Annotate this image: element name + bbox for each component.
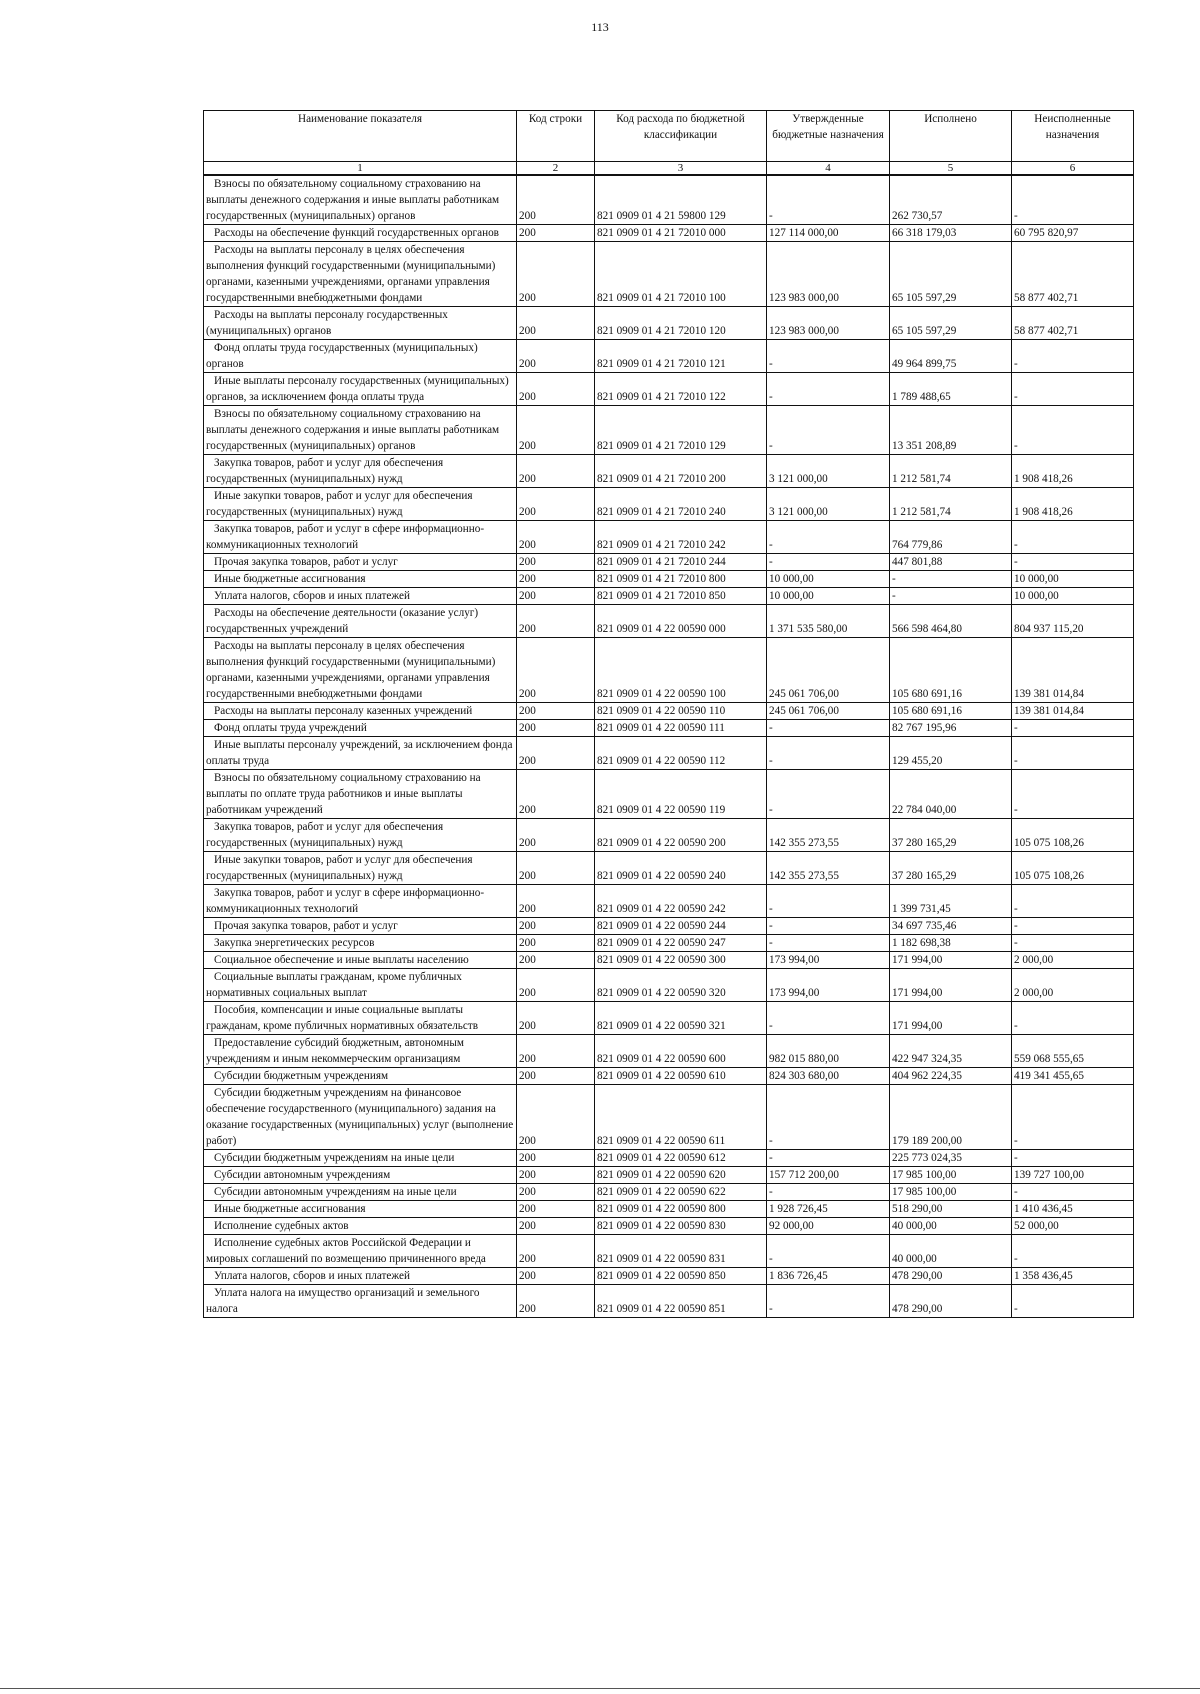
row-unexecuted: 1 908 418,26 [1012,455,1134,488]
row-executed: 171 994,00 [890,969,1012,1002]
table-row [204,1201,1134,1218]
row-unexecuted: 1 410 436,45 [1012,1201,1134,1218]
row-line-code: 200 [517,1218,595,1235]
row-approved: 824 303 680,00 [767,1068,890,1085]
row-unexecuted: - [1012,1150,1134,1167]
row-executed: 105 680 691,16 [890,703,1012,720]
row-executed: 422 947 324,35 [890,1035,1012,1068]
row-expense-code: 821 0909 01 4 22 00590 240 [595,852,767,885]
row-line-code: 200 [517,406,595,455]
row-approved: - [767,935,890,952]
row-name: Расходы на обеспечение деятельности (оказание услуг) государственных учреждений [204,605,517,638]
row-executed: 17 985 100,00 [890,1167,1012,1184]
table-row [204,935,1134,952]
row-executed: 447 801,88 [890,554,1012,571]
row-unexecuted: - [1012,935,1134,952]
table-row [204,175,1134,225]
header-unexecuted: Неисполненные назначения [1012,111,1134,162]
row-expense-code: 821 0909 01 4 21 72010 240 [595,488,767,521]
row-line-code: 200 [517,340,595,373]
row-unexecuted: - [1012,737,1134,770]
row-executed: 518 290,00 [890,1201,1012,1218]
table-row [204,638,1134,703]
row-name: Иные выплаты персоналу государственных (муниципальных) органов, за исключением фонда оплаты труда [204,373,517,406]
row-expense-code: 821 0909 01 4 22 00590 320 [595,969,767,1002]
table-row [204,1285,1134,1318]
row-line-code: 200 [517,770,595,819]
row-expense-code: 821 0909 01 4 22 00590 000 [595,605,767,638]
row-expense-code: 821 0909 01 4 22 00590 831 [595,1235,767,1268]
row-executed: 65 105 597,29 [890,307,1012,340]
row-approved: 245 061 706,00 [767,638,890,703]
row-expense-code: 821 0909 01 4 22 00590 242 [595,885,767,918]
table-row [204,225,1134,242]
row-line-code: 200 [517,737,595,770]
row-executed: 37 280 165,29 [890,852,1012,885]
row-name: Фонд оплаты труда учреждений [204,720,517,737]
row-approved: - [767,918,890,935]
row-executed: 22 784 040,00 [890,770,1012,819]
row-line-code: 200 [517,588,595,605]
row-approved: - [767,1085,890,1150]
table-row [204,703,1134,720]
row-executed: 82 767 195,96 [890,720,1012,737]
row-expense-code: 821 0909 01 4 22 00590 610 [595,1068,767,1085]
column-number: 3 [595,162,767,176]
row-line-code: 200 [517,918,595,935]
table-row [204,373,1134,406]
row-unexecuted: - [1012,554,1134,571]
row-unexecuted: - [1012,770,1134,819]
row-approved: 173 994,00 [767,969,890,1002]
row-approved: 142 355 273,55 [767,852,890,885]
table-row [204,720,1134,737]
row-name: Иные бюджетные ассигнования [204,571,517,588]
row-executed: 1 399 731,45 [890,885,1012,918]
row-line-code: 200 [517,225,595,242]
row-expense-code: 821 0909 01 4 22 00590 321 [595,1002,767,1035]
column-number: 5 [890,162,1012,176]
table-row [204,488,1134,521]
row-approved: - [767,1235,890,1268]
row-name: Субсидии бюджетным учреждениям на финансовое обеспечение государственного (муниципального) задания на оказание государственных (муниципальных) услуг (выполнение работ) [204,1085,517,1150]
row-unexecuted: - [1012,918,1134,935]
table-body [204,175,1134,1318]
row-name: Прочая закупка товаров, работ и услуг [204,918,517,935]
row-line-code: 200 [517,521,595,554]
row-approved: 142 355 273,55 [767,819,890,852]
row-line-code: 200 [517,952,595,969]
footer-divider [0,1688,1200,1689]
row-line-code: 200 [517,455,595,488]
row-executed: 129 455,20 [890,737,1012,770]
table-row [204,1218,1134,1235]
table-row [204,852,1134,885]
row-expense-code: 821 0909 01 4 21 72010 200 [595,455,767,488]
row-unexecuted: 139 381 014,84 [1012,703,1134,720]
row-approved: - [767,1184,890,1201]
row-name: Субсидии автономным учреждениям на иные цели [204,1184,517,1201]
table-row [204,1085,1134,1150]
row-name: Уплата налога на имущество организаций и земельного налога [204,1285,517,1318]
row-approved: 1 371 535 580,00 [767,605,890,638]
header-line-code: Код строки [517,111,595,162]
row-executed: 478 290,00 [890,1285,1012,1318]
row-unexecuted: 139 381 014,84 [1012,638,1134,703]
row-unexecuted: - [1012,720,1134,737]
table-row [204,1167,1134,1184]
table-row [204,737,1134,770]
row-expense-code: 821 0909 01 4 22 00590 850 [595,1268,767,1285]
row-line-code: 200 [517,554,595,571]
row-name: Расходы на выплаты персоналу казенных учреждений [204,703,517,720]
row-executed: - [890,571,1012,588]
row-unexecuted: - [1012,1002,1134,1035]
row-unexecuted: - [1012,1085,1134,1150]
row-name: Расходы на выплаты персоналу государственных (муниципальных) органов [204,307,517,340]
row-approved: 123 983 000,00 [767,242,890,307]
header-executed: Исполнено [890,111,1012,162]
row-unexecuted: - [1012,1285,1134,1318]
row-expense-code: 821 0909 01 4 22 00590 851 [595,1285,767,1318]
row-approved: - [767,554,890,571]
row-approved: 3 121 000,00 [767,488,890,521]
row-name: Закупка товаров, работ и услуг в сфере информационно-коммуникационных технологий [204,521,517,554]
table-row [204,307,1134,340]
row-executed: 105 680 691,16 [890,638,1012,703]
header-expense-code: Код расхода по бюджетной классификации [595,111,767,162]
row-name: Пособия, компенсации и иные социальные выплаты гражданам, кроме публичных нормативных обязательств [204,1002,517,1035]
row-line-code: 200 [517,1184,595,1201]
row-name: Субсидии автономным учреждениям [204,1167,517,1184]
row-expense-code: 821 0909 01 4 21 59800 129 [595,175,767,225]
row-unexecuted: 804 937 115,20 [1012,605,1134,638]
table-row [204,969,1134,1002]
row-unexecuted: 2 000,00 [1012,969,1134,1002]
table-header-row [204,111,1134,162]
row-expense-code: 821 0909 01 4 22 00590 600 [595,1035,767,1068]
row-unexecuted: 1 908 418,26 [1012,488,1134,521]
row-expense-code: 821 0909 01 4 22 00590 244 [595,918,767,935]
table-row [204,1150,1134,1167]
row-executed: 404 962 224,35 [890,1068,1012,1085]
row-expense-code: 821 0909 01 4 22 00590 200 [595,819,767,852]
row-name: Уплата налогов, сборов и иных платежей [204,1268,517,1285]
row-expense-code: 821 0909 01 4 22 00590 119 [595,770,767,819]
row-name: Исполнение судебных актов [204,1218,517,1235]
row-name: Предоставление субсидий бюджетным, автономным учреждениям и иным некоммерческим организациям [204,1035,517,1068]
row-name: Закупка товаров, работ и услуг для обеспечения государственных (муниципальных) нужд [204,819,517,852]
row-line-code: 200 [517,1002,595,1035]
row-expense-code: 821 0909 01 4 21 72010 100 [595,242,767,307]
row-expense-code: 821 0909 01 4 21 72010 850 [595,588,767,605]
row-line-code: 200 [517,571,595,588]
row-approved: 173 994,00 [767,952,890,969]
row-approved: - [767,1150,890,1167]
row-unexecuted: 1 358 436,45 [1012,1268,1134,1285]
row-approved: 157 712 200,00 [767,1167,890,1184]
row-name: Субсидии бюджетным учреждениям на иные цели [204,1150,517,1167]
table-row [204,340,1134,373]
row-line-code: 200 [517,1201,595,1218]
row-name: Субсидии бюджетным учреждениям [204,1068,517,1085]
row-expense-code: 821 0909 01 4 22 00590 110 [595,703,767,720]
table-row [204,571,1134,588]
row-approved: - [767,720,890,737]
row-approved: - [767,406,890,455]
row-unexecuted: 105 075 108,26 [1012,852,1134,885]
row-line-code: 200 [517,969,595,1002]
row-line-code: 200 [517,1150,595,1167]
row-unexecuted: 105 075 108,26 [1012,819,1134,852]
row-unexecuted: 559 068 555,65 [1012,1035,1134,1068]
row-expense-code: 821 0909 01 4 22 00590 300 [595,952,767,969]
row-name: Взносы по обязательному социальному страхованию на выплаты по оплате труда работников и иные выплаты работникам учреждений [204,770,517,819]
row-name: Фонд оплаты труда государственных (муниципальных) органов [204,340,517,373]
row-unexecuted: - [1012,340,1134,373]
row-approved: - [767,1002,890,1035]
table-row [204,1268,1134,1285]
row-executed: 478 290,00 [890,1268,1012,1285]
row-executed: 262 730,57 [890,175,1012,225]
row-line-code: 200 [517,852,595,885]
row-unexecuted: - [1012,1235,1134,1268]
row-expense-code: 821 0909 01 4 22 00590 112 [595,737,767,770]
row-line-code: 200 [517,720,595,737]
page-number: 113 [591,20,609,34]
table-row [204,918,1134,935]
table-row [204,1035,1134,1068]
column-number: 1 [204,162,517,176]
row-unexecuted: - [1012,885,1134,918]
row-approved: 245 061 706,00 [767,703,890,720]
row-name: Исполнение судебных актов Российской Федерации и мировых соглашений по возмещению причиненного вреда [204,1235,517,1268]
row-line-code: 200 [517,935,595,952]
row-line-code: 200 [517,1167,595,1184]
row-executed: 1 182 698,38 [890,935,1012,952]
row-approved: - [767,770,890,819]
row-executed: 13 351 208,89 [890,406,1012,455]
table-row [204,1184,1134,1201]
row-line-code: 200 [517,819,595,852]
row-line-code: 200 [517,1068,595,1085]
table-row [204,819,1134,852]
row-expense-code: 821 0909 01 4 21 72010 000 [595,225,767,242]
row-name: Расходы на обеспечение функций государственных органов [204,225,517,242]
row-expense-code: 821 0909 01 4 21 72010 800 [595,571,767,588]
row-expense-code: 821 0909 01 4 22 00590 247 [595,935,767,952]
header-name: Наименование показателя [204,111,517,162]
row-approved: 92 000,00 [767,1218,890,1235]
row-unexecuted: - [1012,373,1134,406]
row-name: Взносы по обязательному социальному страхованию на выплаты денежного содержания и иные выплаты работникам государственных (муниципальных) органов [204,175,517,225]
table-row [204,952,1134,969]
row-unexecuted: 2 000,00 [1012,952,1134,969]
row-unexecuted: 58 877 402,71 [1012,242,1134,307]
table-row [204,521,1134,554]
header-approved: Утвержденные бюджетные назначения [767,111,890,162]
row-line-code: 200 [517,1235,595,1268]
row-approved: - [767,885,890,918]
table-row [204,770,1134,819]
row-name: Уплата налогов, сборов и иных платежей [204,588,517,605]
row-unexecuted: - [1012,175,1134,225]
row-expense-code: 821 0909 01 4 22 00590 611 [595,1085,767,1150]
row-expense-code: 821 0909 01 4 22 00590 800 [595,1201,767,1218]
row-name: Иные закупки товаров, работ и услуг для обеспечения государственных (муниципальных) нужд [204,852,517,885]
row-executed: 17 985 100,00 [890,1184,1012,1201]
row-name: Закупка энергетических ресурсов [204,935,517,952]
row-expense-code: 821 0909 01 4 21 72010 120 [595,307,767,340]
row-name: Расходы на выплаты персоналу в целях обеспечения выполнения функций государственными (муниципальными) органами, казенными учреждениями, органами управления государственными внебюджетными фондами [204,638,517,703]
row-approved: - [767,1285,890,1318]
row-approved: 1 836 726,45 [767,1268,890,1285]
row-line-code: 200 [517,885,595,918]
table-row [204,1002,1134,1035]
row-line-code: 200 [517,638,595,703]
row-executed: 49 964 899,75 [890,340,1012,373]
row-approved: 982 015 880,00 [767,1035,890,1068]
table-row [204,406,1134,455]
row-line-code: 200 [517,1085,595,1150]
row-approved: - [767,737,890,770]
row-approved: - [767,521,890,554]
row-name: Социальное обеспечение и иные выплаты населению [204,952,517,969]
table-row [204,588,1134,605]
row-expense-code: 821 0909 01 4 21 72010 129 [595,406,767,455]
table-row [204,554,1134,571]
row-executed: 171 994,00 [890,1002,1012,1035]
row-approved: 3 121 000,00 [767,455,890,488]
row-unexecuted: - [1012,521,1134,554]
row-unexecuted: 139 727 100,00 [1012,1167,1134,1184]
row-unexecuted: 60 795 820,97 [1012,225,1134,242]
row-executed: 37 280 165,29 [890,819,1012,852]
row-expense-code: 821 0909 01 4 21 72010 244 [595,554,767,571]
row-name: Взносы по обязательному социальному страхованию на выплаты денежного содержания и иные выплаты работникам государственных (муниципальных) органов [204,406,517,455]
row-line-code: 200 [517,307,595,340]
row-name: Иные бюджетные ассигнования [204,1201,517,1218]
row-executed: 171 994,00 [890,952,1012,969]
row-line-code: 200 [517,175,595,225]
row-name: Иные закупки товаров, работ и услуг для обеспечения государственных (муниципальных) нужд [204,488,517,521]
row-executed: 566 598 464,80 [890,605,1012,638]
row-executed: 225 773 024,35 [890,1150,1012,1167]
row-expense-code: 821 0909 01 4 22 00590 111 [595,720,767,737]
row-expense-code: 821 0909 01 4 22 00590 620 [595,1167,767,1184]
row-line-code: 200 [517,703,595,720]
row-approved: 10 000,00 [767,571,890,588]
row-executed: 66 318 179,03 [890,225,1012,242]
row-executed: 179 189 200,00 [890,1085,1012,1150]
row-executed: 1 789 488,65 [890,373,1012,406]
row-name: Закупка товаров, работ и услуг для обеспечения государственных (муниципальных) нужд [204,455,517,488]
table-row [204,242,1134,307]
row-executed: 40 000,00 [890,1235,1012,1268]
row-line-code: 200 [517,373,595,406]
row-name: Закупка товаров, работ и услуг в сфере информационно-коммуникационных технологий [204,885,517,918]
table-row [204,1068,1134,1085]
row-expense-code: 821 0909 01 4 21 72010 242 [595,521,767,554]
row-expense-code: 821 0909 01 4 21 72010 122 [595,373,767,406]
row-approved: - [767,175,890,225]
row-name: Иные выплаты персоналу учреждений, за исключением фонда оплаты труда [204,737,517,770]
row-name: Расходы на выплаты персоналу в целях обеспечения выполнения функций государственными (муниципальными) органами, казенными учреждениями, органами управления государственными внебюджетными фондами [204,242,517,307]
row-executed: 1 212 581,74 [890,488,1012,521]
row-executed: 65 105 597,29 [890,242,1012,307]
row-line-code: 200 [517,242,595,307]
row-expense-code: 821 0909 01 4 21 72010 121 [595,340,767,373]
budget-execution-table [203,110,1134,1318]
row-approved: 127 114 000,00 [767,225,890,242]
table-row [204,455,1134,488]
row-line-code: 200 [517,488,595,521]
table-row [204,885,1134,918]
row-line-code: 200 [517,1285,595,1318]
row-unexecuted: 10 000,00 [1012,571,1134,588]
row-executed: - [890,588,1012,605]
column-number: 4 [767,162,890,176]
row-line-code: 200 [517,605,595,638]
row-approved: - [767,373,890,406]
row-unexecuted: 10 000,00 [1012,588,1134,605]
row-approved: - [767,340,890,373]
row-expense-code: 821 0909 01 4 22 00590 100 [595,638,767,703]
row-unexecuted: - [1012,1184,1134,1201]
row-expense-code: 821 0909 01 4 22 00590 830 [595,1218,767,1235]
table-row [204,1235,1134,1268]
table-row [204,605,1134,638]
row-unexecuted: 58 877 402,71 [1012,307,1134,340]
row-executed: 764 779,86 [890,521,1012,554]
row-executed: 34 697 735,46 [890,918,1012,935]
row-name: Прочая закупка товаров, работ и услуг [204,554,517,571]
row-unexecuted: 52 000,00 [1012,1218,1134,1235]
row-approved: 123 983 000,00 [767,307,890,340]
column-number: 6 [1012,162,1134,176]
column-number-row [204,162,1134,176]
row-expense-code: 821 0909 01 4 22 00590 622 [595,1184,767,1201]
row-executed: 40 000,00 [890,1218,1012,1235]
column-number: 2 [517,162,595,176]
row-approved: 10 000,00 [767,588,890,605]
row-name: Социальные выплаты гражданам, кроме публичных нормативных социальных выплат [204,969,517,1002]
row-approved: 1 928 726,45 [767,1201,890,1218]
row-unexecuted: - [1012,406,1134,455]
row-executed: 1 212 581,74 [890,455,1012,488]
row-expense-code: 821 0909 01 4 22 00590 612 [595,1150,767,1167]
row-line-code: 200 [517,1035,595,1068]
row-unexecuted: 419 341 455,65 [1012,1068,1134,1085]
row-line-code: 200 [517,1268,595,1285]
